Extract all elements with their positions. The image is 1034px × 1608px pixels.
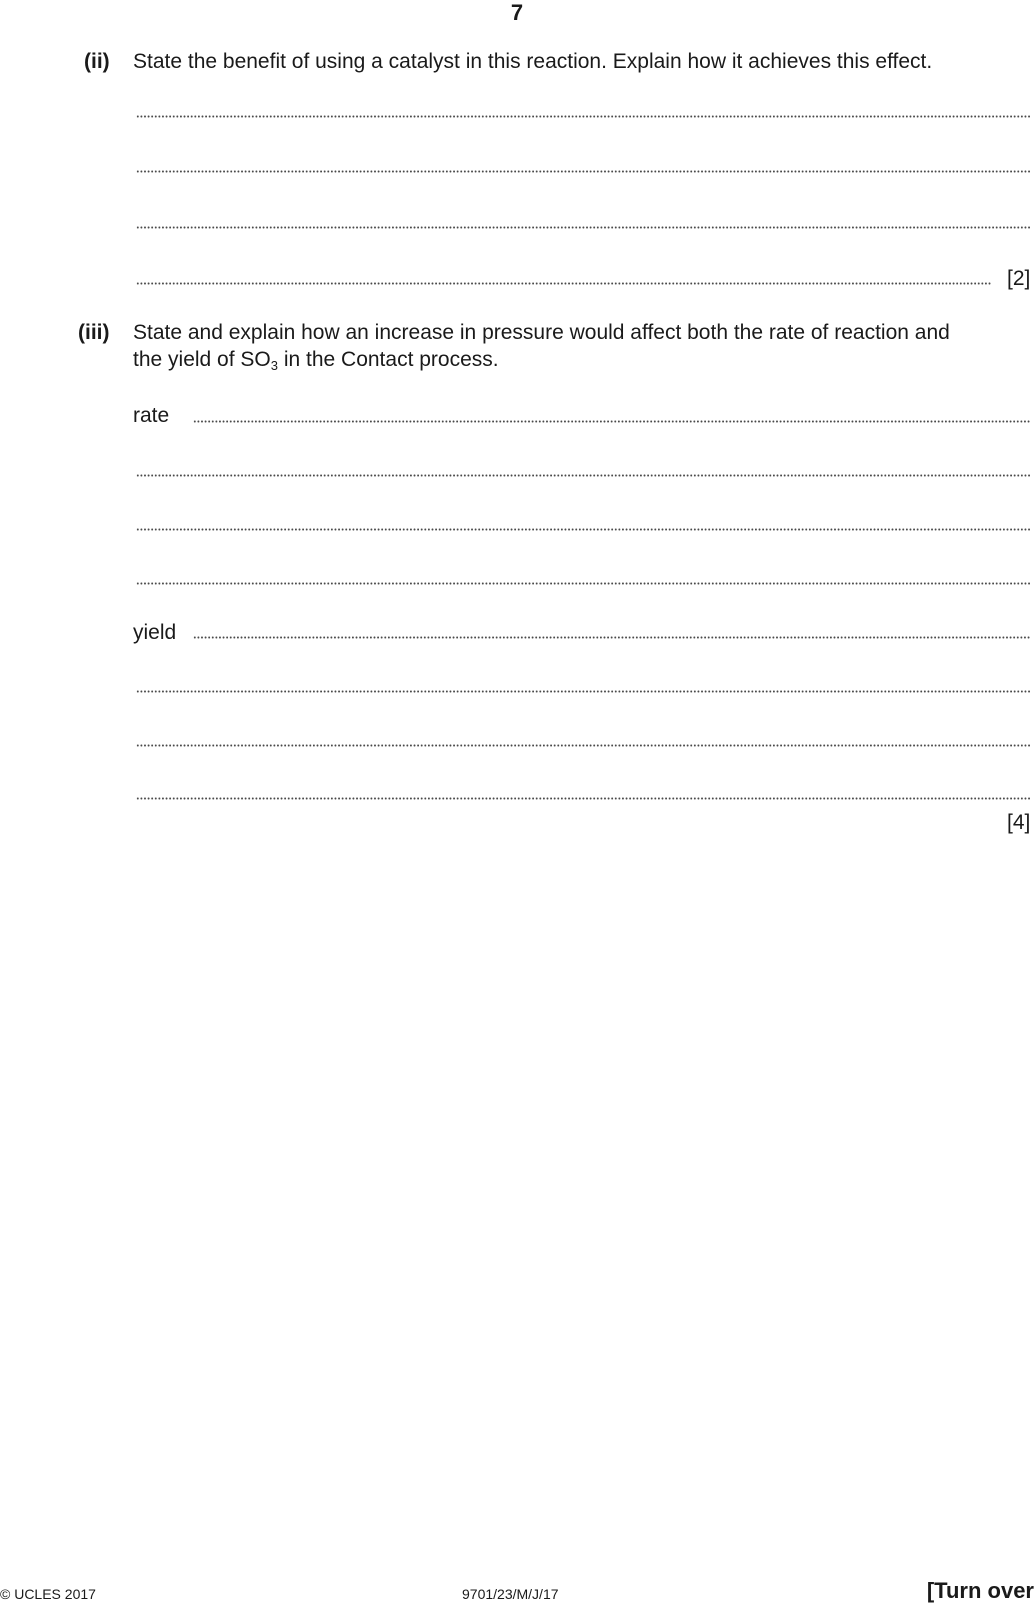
part-ii-answer-line-4[interactable]	[136, 282, 992, 285]
part-iii-question-line-2a: the yield of SO	[133, 348, 271, 371]
part-ii-answer-line-3[interactable]	[136, 226, 1030, 229]
part-ii-answer-line-1[interactable]	[136, 115, 1030, 118]
yield-answer-line-3[interactable]	[136, 744, 1030, 747]
part-ii-label: (ii)	[84, 50, 110, 73]
rate-label: rate	[133, 404, 170, 427]
footer-copyright: © UCLES 2017	[0, 1586, 96, 1602]
rate-answer-line-3[interactable]	[136, 528, 1030, 531]
yield-answer-line-1[interactable]	[193, 636, 1030, 639]
part-ii-question: State the benefit of using a catalyst in this reaction. Explain how it achieves this effect.	[133, 50, 933, 73]
footer-paper-code: 9701/23/M/J/17	[462, 1586, 559, 1602]
part-iii-label: (iii)	[78, 321, 110, 344]
part-iii-question-line-2b: in the Contact process.	[277, 348, 499, 371]
part-ii-answer-line-2[interactable]	[136, 170, 1030, 173]
part-iii-marks: [4]	[1007, 811, 1031, 834]
part-iii-question	[133, 319, 1033, 373]
rate-answer-line-2[interactable]	[136, 474, 1030, 477]
rate-answer-line-4[interactable]	[136, 582, 1030, 585]
footer-turn-over: [Turn over	[926, 1578, 1034, 1603]
yield-label: yield	[133, 621, 177, 644]
page-number: 7	[510, 0, 524, 25]
so3-subscript: 3	[270, 358, 278, 373]
part-iii-question-line-1: State and explain how an increase in pressure would affect both the rate of reaction and	[133, 321, 950, 344]
rate-answer-line-1[interactable]	[193, 420, 1030, 423]
yield-answer-line-4[interactable]	[136, 797, 1030, 800]
part-ii-marks: [2]	[1007, 267, 1031, 290]
yield-answer-line-2[interactable]	[136, 690, 1030, 693]
